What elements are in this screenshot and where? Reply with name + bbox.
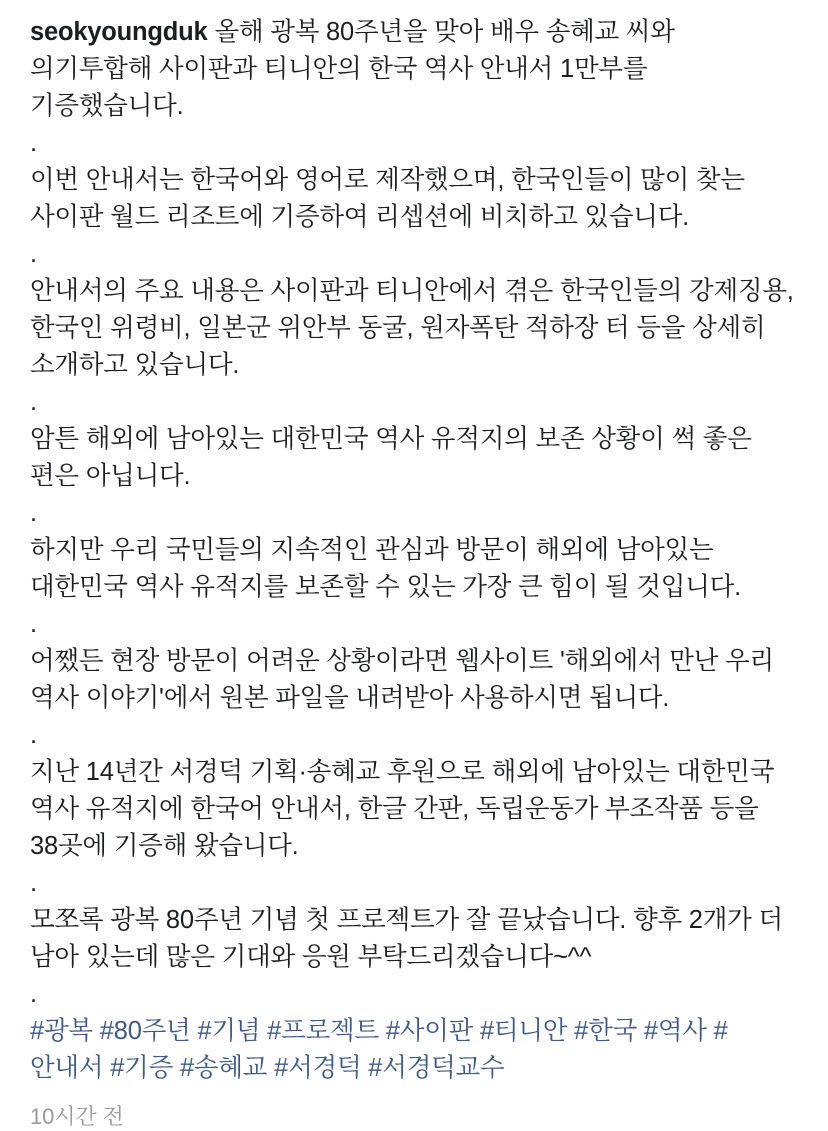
hashtag-link[interactable]: #안내서	[30, 1017, 728, 1082]
hashtag-link[interactable]: #송혜교	[179, 1054, 268, 1082]
caption-paragraph: 어쨌든 현장 방문이 어려운 상황이라면 웹사이트 '해외에서 만난 우리 역사 이야기'에서 원본 파일을 내려받아 사용하시면 됩니다.	[30, 647, 774, 712]
hashtag-link[interactable]: #기증	[110, 1054, 174, 1082]
username-link[interactable]: seokyoungduk	[30, 18, 208, 46]
caption-paragraph: 지난 14년간 서경덕 기획·송혜교 후원으로 해외에 남아있는 대한민국 역사 유적지에 한국어 안내서, 한글 간판, 독립운동가 부조작품 등을 38곳에 기증해 왔습니다.	[30, 758, 775, 860]
hashtag-link[interactable]: #서경덕교수	[368, 1054, 505, 1082]
hashtag-list	[30, 1013, 798, 1087]
paragraph-separator-dot: .	[30, 610, 37, 638]
hashtag-link[interactable]: #광복	[30, 1017, 93, 1045]
caption-paragraph: 모쪼록 광복 80주년 기념 첫 프로젝트가 잘 끝났습니다. 향후 2개가 더 남아 있는데 많은 기대와 응원 부탁드리겠습니다~^^	[30, 906, 783, 971]
caption-paragraph: 이번 안내서는 한국어와 영어로 제작했으며, 한국인들이 많이 찾는 사이판 월드 리조트에 기증하여 리셉션에 비치하고 있습니다.	[30, 166, 745, 231]
post-timestamp: 10시간 전	[30, 1104, 124, 1129]
paragraph-separator-dot: .	[30, 980, 37, 1008]
paragraph-separator-dot: .	[30, 129, 37, 157]
hashtag-link[interactable]: #한국	[574, 1017, 638, 1045]
hashtag-link[interactable]: #프로젝트	[267, 1017, 379, 1045]
hashtag-link[interactable]: #기념	[197, 1017, 261, 1045]
caption-paragraph: 하지만 우리 국민들의 지속적인 관심과 방문이 해외에 남아있는 대한민국 역사 유적지를 보존할 수 있는 가장 큰 힘이 될 것입니다.	[30, 536, 741, 601]
paragraph-separator-dot: .	[30, 388, 37, 416]
hashtag-link[interactable]: #80주년	[99, 1017, 191, 1045]
hashtag-link[interactable]: #역사	[643, 1017, 707, 1045]
caption-paragraph: 암튼 해외에 남아있는 대한민국 역사 유적지의 보존 상황이 썩 좋은 편은 아닙니다.	[30, 425, 752, 490]
caption-first-paragraph	[30, 14, 798, 125]
hashtag-link[interactable]: #사이판	[385, 1017, 474, 1045]
caption-paragraph: 안내서의 주요 내용은 사이판과 티니안에서 겪은 한국인들의 강제징용, 한국인 위령비, 일본군 위안부 동굴, 원자폭탄 적하장 터 등을 상세히 소개하고 있습니다.	[30, 277, 794, 379]
paragraph-separator-dot: .	[30, 240, 37, 268]
hashtag-link[interactable]: #티니안	[479, 1017, 568, 1045]
paragraph-separator-dot: .	[30, 721, 37, 749]
hashtag-link[interactable]: #서경덕	[274, 1054, 362, 1082]
caption-text-block	[30, 14, 798, 1087]
paragraph-separator-dot: .	[30, 499, 37, 527]
caption-first-paragraph-text: 올해 광복 80주년을 맞아 배우 송혜교 씨와 의기투합해 사이판과 티니안의 한국 역사 안내서 1만부를 기증했습니다.	[30, 18, 675, 120]
paragraph-separator-dot: .	[30, 869, 37, 897]
